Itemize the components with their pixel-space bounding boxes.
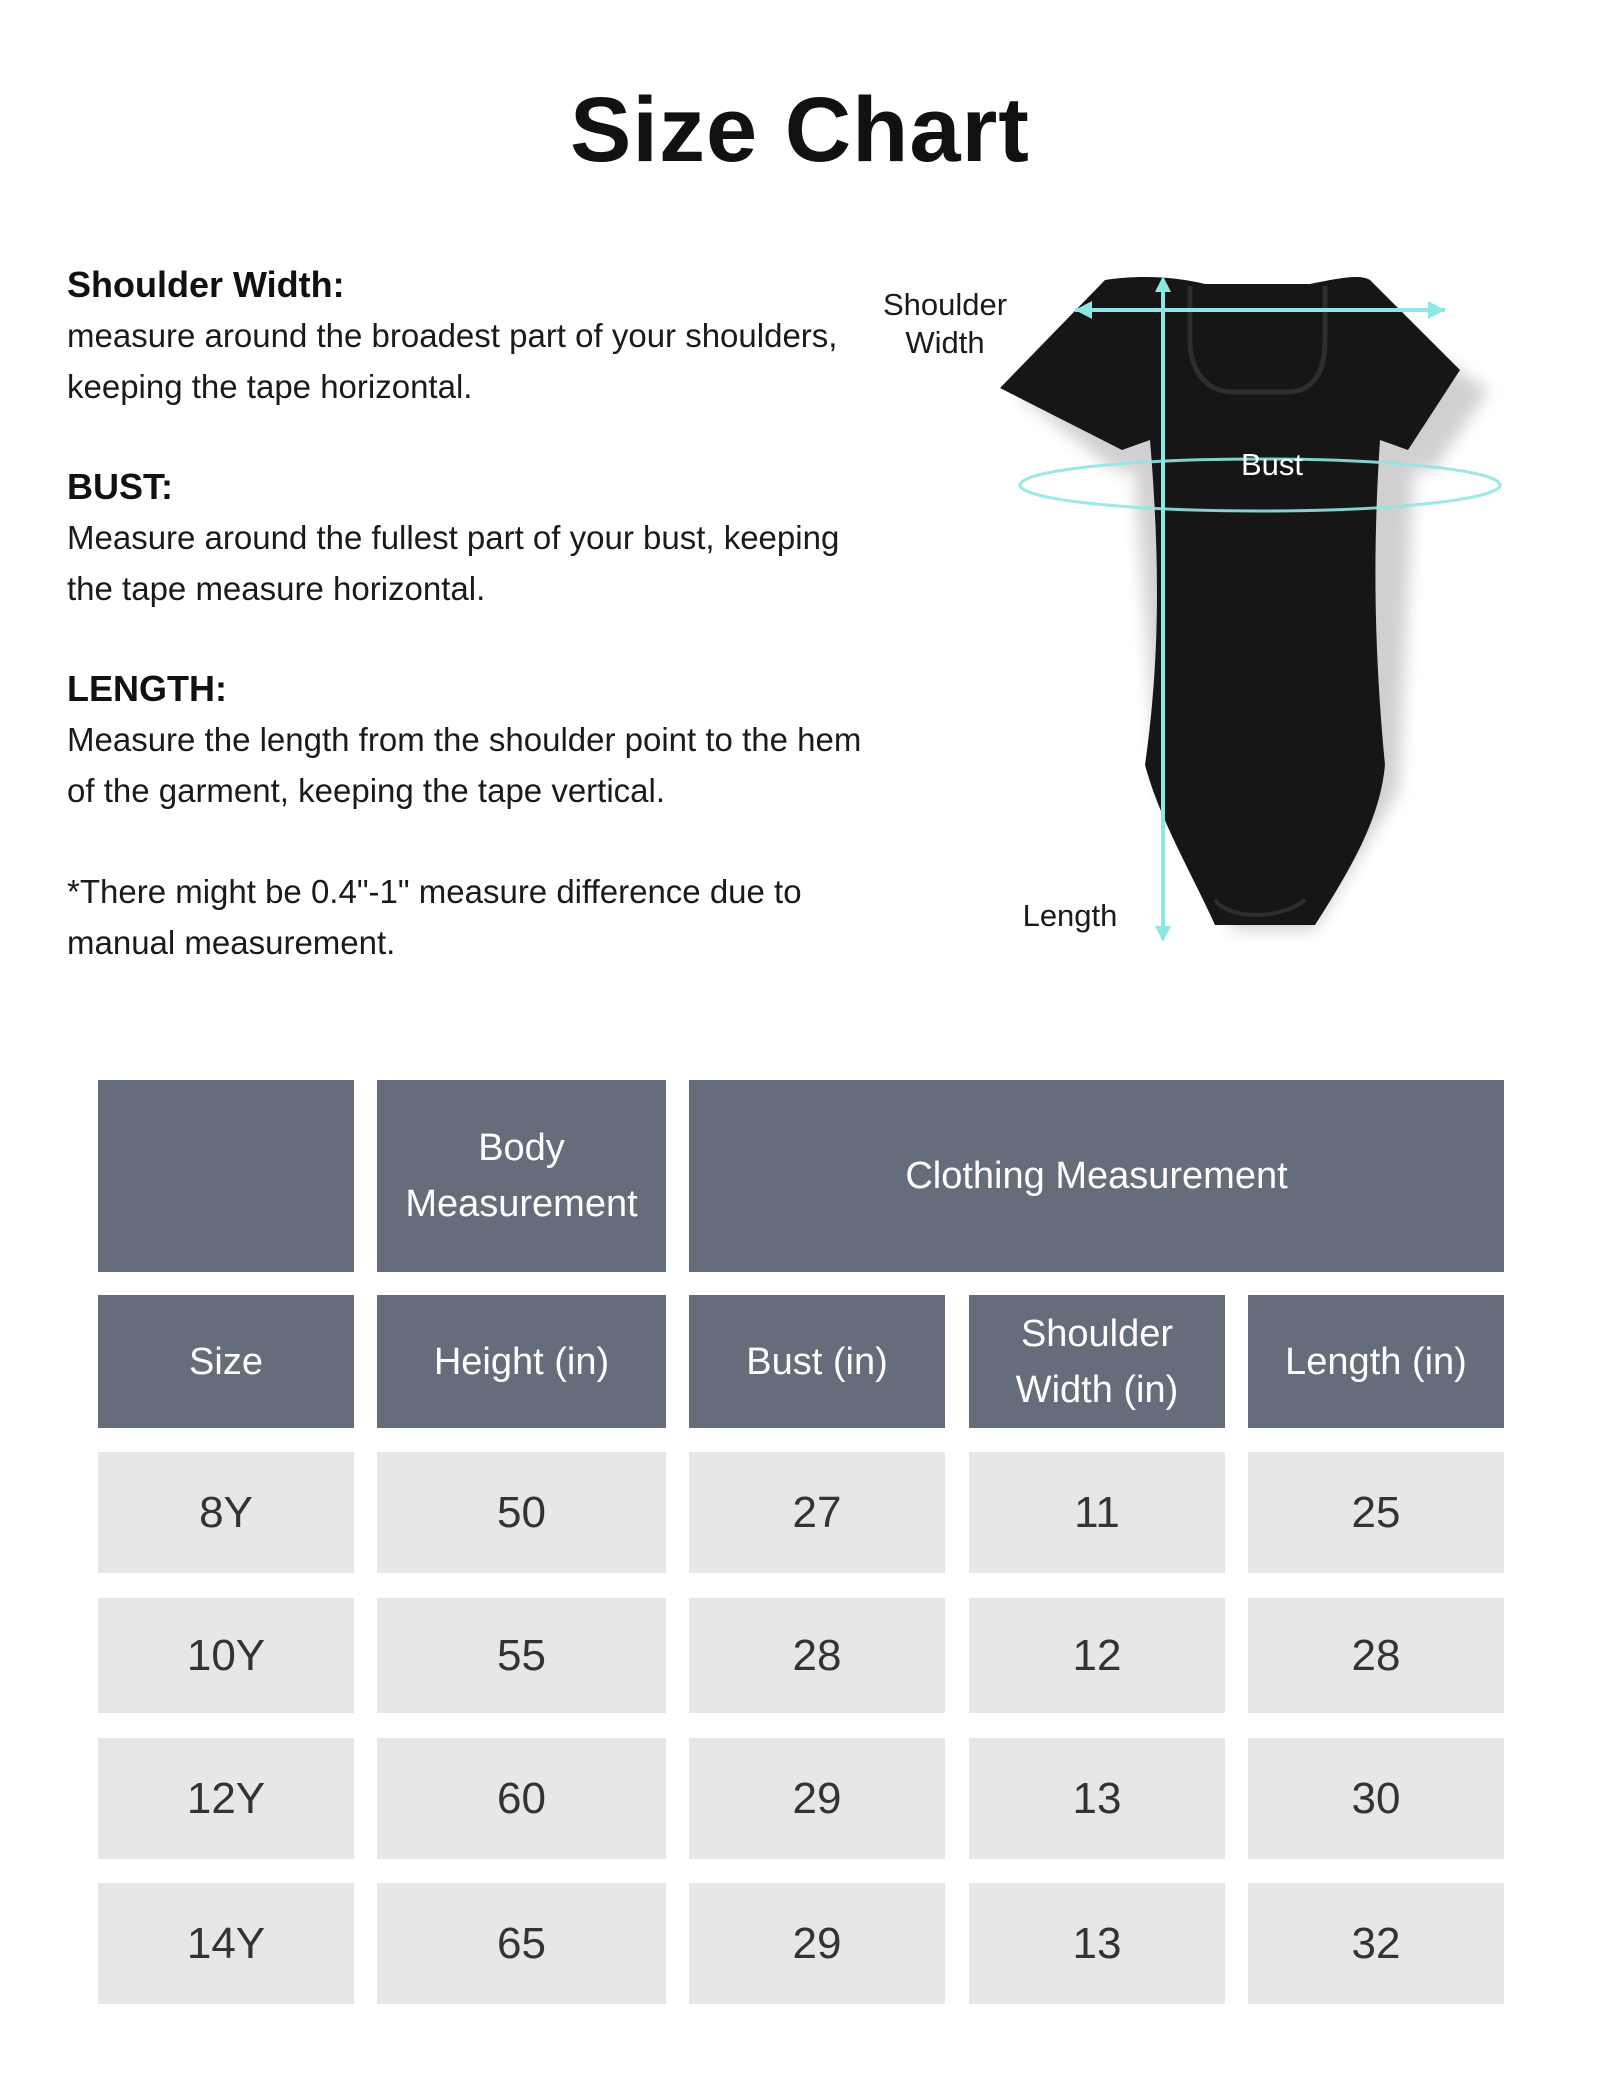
table-cell: 55 — [377, 1598, 666, 1713]
bodysuit-illustration — [860, 260, 1560, 960]
length-instruction: Measure the length from the shoulder point to the hem of the garment, keeping the tape vertical. — [67, 721, 862, 809]
diagram-label-bust: Bust — [1240, 447, 1304, 482]
bust-instruction: Measure around the fullest part of your bust, keeping the tape measure horizontal. — [67, 519, 840, 607]
bust-heading: BUST: — [67, 466, 173, 507]
table-cell: 25 — [1248, 1452, 1504, 1573]
table-cell: 29 — [689, 1738, 945, 1859]
measuring-guide — [67, 260, 887, 1018]
table-cell: 27 — [689, 1452, 945, 1573]
diagram-label-length: Length — [1022, 898, 1118, 933]
table-cell: 12Y — [98, 1738, 354, 1859]
table-cell: 8Y — [98, 1452, 354, 1573]
column-header-bust: Bust (in) — [689, 1295, 945, 1428]
length-heading: LENGTH: — [67, 668, 227, 709]
size-table — [98, 1080, 1504, 2010]
shoulder-instruction: measure around the broadest part of your shoulders, keeping the tape horizontal. — [67, 317, 838, 405]
table-cell: 11 — [969, 1452, 1225, 1573]
bodysuit-diagram — [860, 260, 1560, 960]
table-cell: 28 — [689, 1598, 945, 1713]
table-cell: 65 — [377, 1883, 666, 2004]
header-body-measurement: Body Measurement — [377, 1080, 666, 1272]
table-cell: 30 — [1248, 1738, 1504, 1859]
column-header-length: Length (in) — [1248, 1295, 1504, 1428]
table-cell: 13 — [969, 1883, 1225, 2004]
table-cell: 10Y — [98, 1598, 354, 1713]
header-clothing-measurement: Clothing Measurement — [689, 1080, 1504, 1272]
table-cell: 14Y — [98, 1883, 354, 2004]
page-title: Size Chart — [570, 79, 1030, 181]
table-cell: 29 — [689, 1883, 945, 2004]
table-cell: 28 — [1248, 1598, 1504, 1713]
table-cell: 12 — [969, 1598, 1225, 1713]
column-header-size: Size — [98, 1295, 354, 1428]
measurement-note: *There might be 0.4"-1" measure difference due to manual measurement. — [67, 873, 802, 961]
table-cell: 50 — [377, 1452, 666, 1573]
column-header-shoulder-width: Shoulder Width (in) — [969, 1295, 1225, 1428]
header-blank — [98, 1080, 354, 1272]
diagram-label-shoulder: Shoulder Width — [882, 287, 1008, 360]
table-cell: 13 — [969, 1738, 1225, 1859]
table-cell: 60 — [377, 1738, 666, 1859]
table-cell: 32 — [1248, 1883, 1504, 2004]
shoulder-heading: Shoulder Width: — [67, 264, 345, 305]
column-header-height: Height (in) — [377, 1295, 666, 1428]
